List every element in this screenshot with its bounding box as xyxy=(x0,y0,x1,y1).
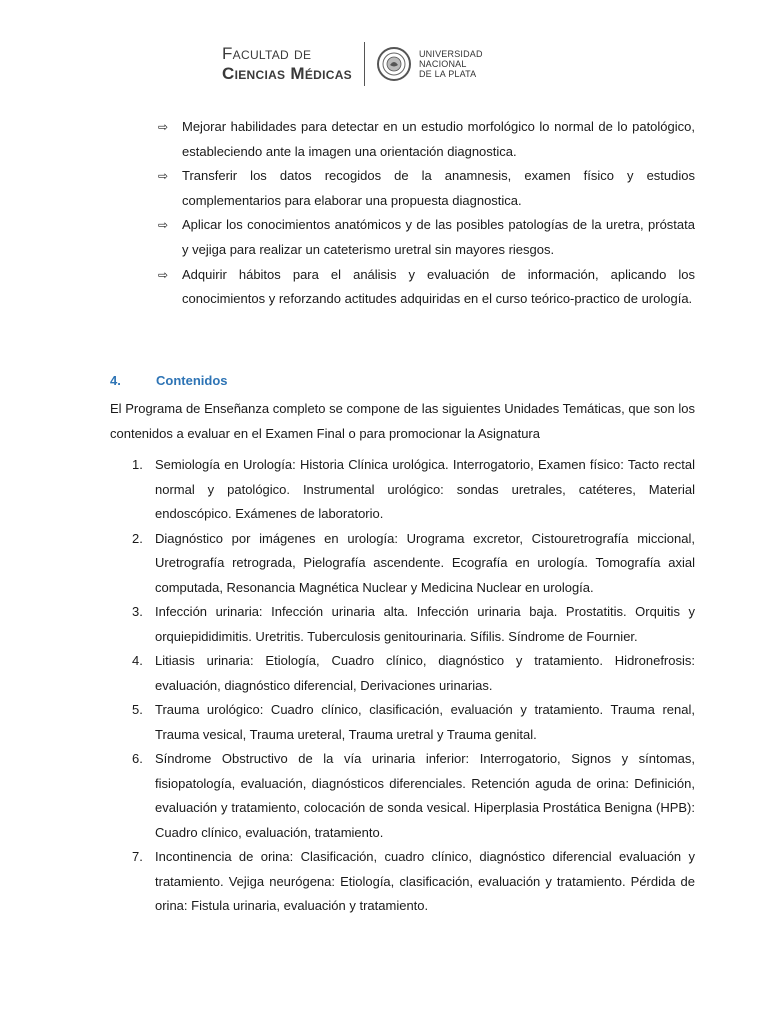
university-name-line3: DE LA PLATA xyxy=(418,69,477,79)
unit-number: 6. xyxy=(132,751,143,766)
unit-number: 2. xyxy=(132,530,143,546)
unit-item xyxy=(110,600,695,649)
header-divider xyxy=(364,42,365,86)
unit-text: Incontinencia de orina: Clasificación, cuadro clínico, diagnóstico diferencial evaluación y tratamiento. Vejiga neurógena: Etiología, clasificación, evaluación y tratamiento. Pérdida de orina: Fistula urinaria, evaluación y tratamiento. xyxy=(155,849,695,913)
page-header xyxy=(222,40,483,88)
faculty-logo-text xyxy=(222,44,352,84)
unit-item xyxy=(110,453,695,527)
university-name-line2: NACIONAL xyxy=(418,59,467,69)
section-intro: El Programa de Enseñanza completo se compone de las siguientes Unidades Temáticas, que son los contenidos a evaluar en el Examen Final o para promocionar la Asignatura xyxy=(110,401,695,441)
unit-text: Infección urinaria: Infección urinaria alta. Infección urinaria baja. Prostatitis. Orquitis y orquiepididimitis. Uretritis. Tuberculosis genitourinaria. Sífilis. Síndrome de Fournier. xyxy=(155,604,695,644)
objectives-list xyxy=(158,115,695,312)
unit-item xyxy=(110,747,695,845)
objective-item xyxy=(158,115,695,164)
objective-text: Mejorar habilidades para detectar en un estudio morfológico lo normal de lo patológico, estableciendo ante la imagen una orientación diagnostica. xyxy=(182,119,695,159)
unit-number: 1. xyxy=(132,457,143,472)
objective-item xyxy=(158,164,695,213)
unit-text: Litiasis urinaria: Etiología, Cuadro clínico, diagnóstico y tratamiento. Hidronefrosis: evaluación, diagnóstico diferencial, Derivaciones urinarias. xyxy=(155,653,695,693)
objective-item xyxy=(158,263,695,312)
unit-text: Síndrome Obstructivo de la vía urinaria inferior: Interrogatorio, Signos y síntomas, fisiopatología, evaluación, diagnósticos diferenciales. Retención aguda de orina: Definición, evaluación y tratamiento, colocación de sonda vesical. Hiperplasia Prostática Benigna (HPB): Cuadro clínico, evaluación, tratamiento. xyxy=(155,751,695,840)
unit-number: 7. xyxy=(132,849,143,864)
unit-number: 5. xyxy=(132,702,143,717)
section-number: 4. xyxy=(110,373,121,388)
objective-text: Transferir los datos recogidos de la anamnesis, examen físico y estudios complementarios para elaborar una propuesta diagnostica. xyxy=(182,168,695,208)
section-title: Contenidos xyxy=(156,373,228,388)
objective-text: Aplicar los conocimientos anatómicos y de las posibles patologías de la uretra, próstata y vejiga para realizar un cateterismo uretral sin mayores riesgos. xyxy=(182,217,695,257)
faculty-name-line2: Ciencias Médicas xyxy=(222,64,352,83)
arrow-right-icon: ⇨ xyxy=(158,169,169,184)
arrow-right-icon: ⇨ xyxy=(158,120,169,134)
unit-text: Diagnóstico por imágenes en urología: Urograma excretor, Cistouretrografía miccional, Uretrografía retrograda, Pielografía ascendente. Ecografía en urología. Tomografía axial computada, Resonancia Magnética Nuclear y Medicina Nuclear en urología. xyxy=(155,530,695,595)
objective-item xyxy=(158,213,695,262)
university-seal-icon xyxy=(377,47,411,81)
section-heading xyxy=(110,373,228,388)
unit-item xyxy=(110,649,695,698)
unit-item xyxy=(110,527,695,601)
unit-item xyxy=(110,698,695,747)
unit-number: 4. xyxy=(132,653,143,668)
university-name xyxy=(419,49,483,79)
units-list xyxy=(110,453,695,919)
arrow-right-icon: ⇨ xyxy=(158,267,169,282)
arrow-right-icon: ⇨ xyxy=(158,218,169,233)
unit-item xyxy=(110,845,695,919)
faculty-name-line1: Facultad de xyxy=(222,44,312,63)
unit-text: Trauma urológico: Cuadro clínico, clasificación, evaluación y tratamiento. Trauma renal, Trauma vesical, Trauma ureteral, Trauma uretral y Trauma genital. xyxy=(155,702,695,742)
unit-text: Semiología en Urología: Historia Clínica urológica. Interrogatorio, Examen físico: Tacto rectal normal y patológico. Instrumental urológico: sondas uretrales, catéteres, Material endoscópico. Exámenes de laboratorio. xyxy=(155,457,695,521)
university-name-line1: UNIVERSIDAD xyxy=(418,49,483,59)
unit-number: 3. xyxy=(132,604,143,619)
objective-text: Adquirir hábitos para el análisis y evaluación de información, aplicando los conocimientos y reforzando actitudes adquiridas en el curso teórico-practico de urología. xyxy=(182,266,695,307)
